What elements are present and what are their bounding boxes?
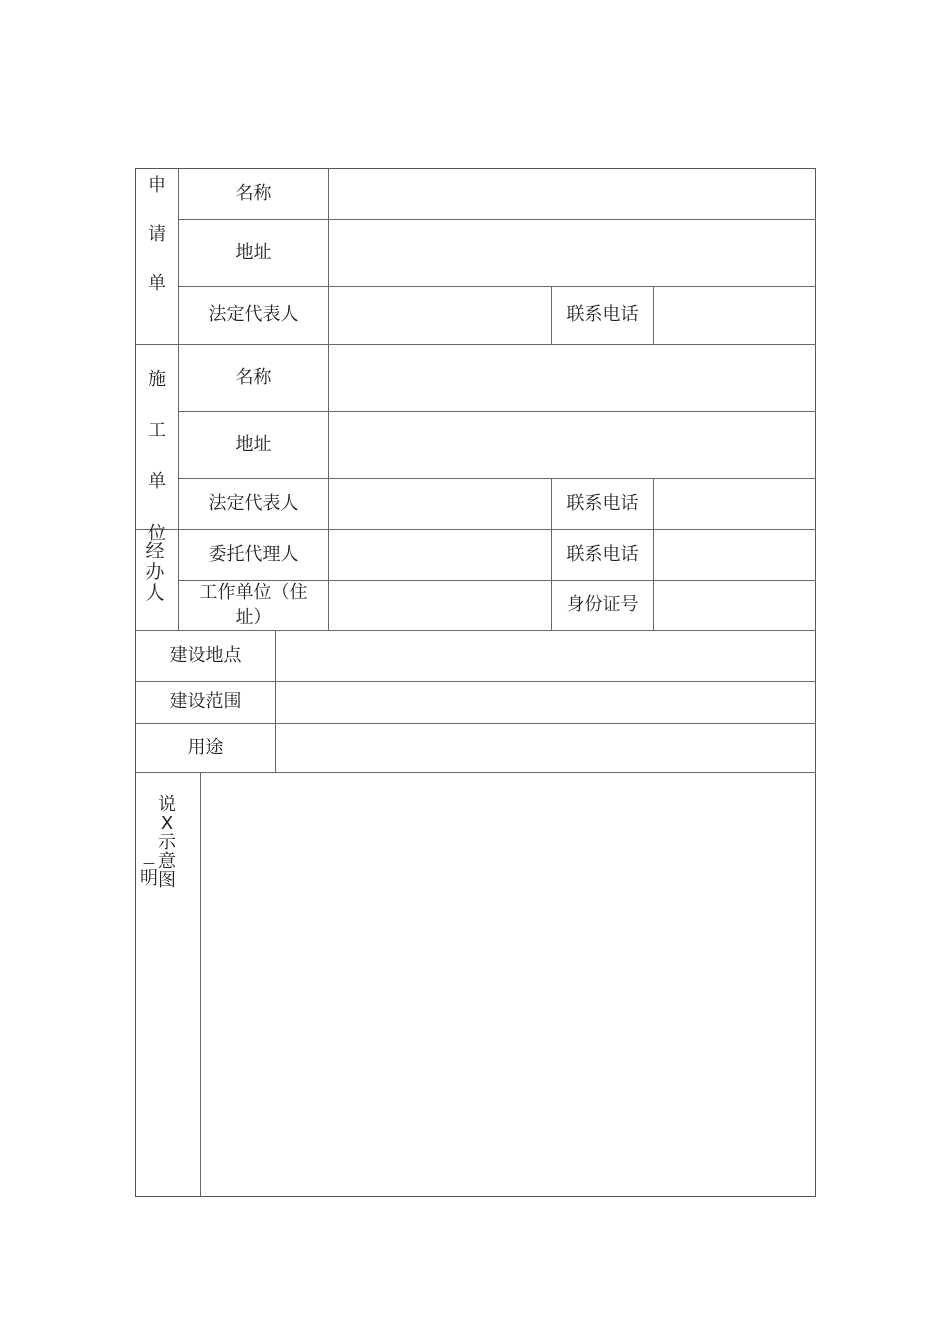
notes-side-char: 示 <box>158 832 176 853</box>
usage-label: 用途 <box>187 736 224 758</box>
contractor-name-label: 名称 <box>235 366 272 388</box>
diagram-area[interactable] <box>201 773 816 1197</box>
agent-work-unit-field[interactable] <box>329 581 551 630</box>
applicant-legal-rep-label: 法定代表人 <box>208 304 299 326</box>
agent-work-unit-label <box>179 581 328 630</box>
agent-proxy-field[interactable] <box>329 530 551 580</box>
contractor-legal-rep-label: 法定代表人 <box>208 492 299 514</box>
agent-side-char: 办 <box>145 561 165 583</box>
contractor-phone-field[interactable] <box>654 479 816 529</box>
applicant-address-field[interactable] <box>329 220 816 286</box>
agent-proxy-label: 委托代理人 <box>208 543 299 565</box>
scope-label: 建设范围 <box>169 691 242 713</box>
notes-side-char: 图 <box>158 870 176 891</box>
contractor-side-char: 工 <box>148 420 166 441</box>
notes-side-char: 说 <box>158 794 176 815</box>
applicant-side-char: 单 <box>148 273 166 294</box>
site-field[interactable] <box>276 631 816 681</box>
agent-side-char: 人 <box>145 582 165 604</box>
agent-phone-label: 联系电话 <box>566 543 639 565</box>
contractor-phone-label: 联系电话 <box>566 492 639 514</box>
agent-id-label: 身份证号 <box>566 594 639 616</box>
agent-work-unit-line1: 工作单位（住 <box>199 582 308 604</box>
applicant-phone-field[interactable] <box>654 287 816 344</box>
agent-id-field[interactable] <box>654 581 816 630</box>
applicant-legal-rep-field[interactable] <box>329 287 551 344</box>
notes-side-underscore: — <box>143 856 155 870</box>
usage-field[interactable] <box>276 724 816 772</box>
applicant-side-char: 请 <box>148 224 166 245</box>
site-label: 建设地点 <box>169 644 242 666</box>
contractor-address-field[interactable] <box>329 412 816 478</box>
application-form <box>135 168 816 1197</box>
contractor-side-char: 单 <box>148 471 166 492</box>
contractor-name-field[interactable] <box>329 345 816 411</box>
applicant-name-label: 名称 <box>235 182 272 204</box>
contractor-address-label: 地址 <box>235 433 272 455</box>
notes-side-char: 意 <box>158 851 176 872</box>
agent-side-label <box>140 541 170 604</box>
contractor-side-label <box>136 345 178 544</box>
contractor-side-char: 施 <box>148 369 166 390</box>
scope-field[interactable] <box>276 682 816 723</box>
contractor-legal-rep-field[interactable] <box>329 479 551 529</box>
applicant-side-char: 申 <box>148 175 166 196</box>
notes-side-char: 明 <box>140 868 158 889</box>
agent-work-unit-line2: 址） <box>235 606 272 628</box>
applicant-phone-label: 联系电话 <box>566 304 639 326</box>
applicant-name-field[interactable] <box>329 169 816 219</box>
notes-side-char: X <box>160 813 174 834</box>
applicant-address-label: 地址 <box>235 241 272 263</box>
notes-side-col-left <box>138 857 160 888</box>
agent-phone-field[interactable] <box>654 530 816 580</box>
contractor-side-char: 位 <box>148 523 166 544</box>
agent-side-char: 经 <box>145 540 165 562</box>
